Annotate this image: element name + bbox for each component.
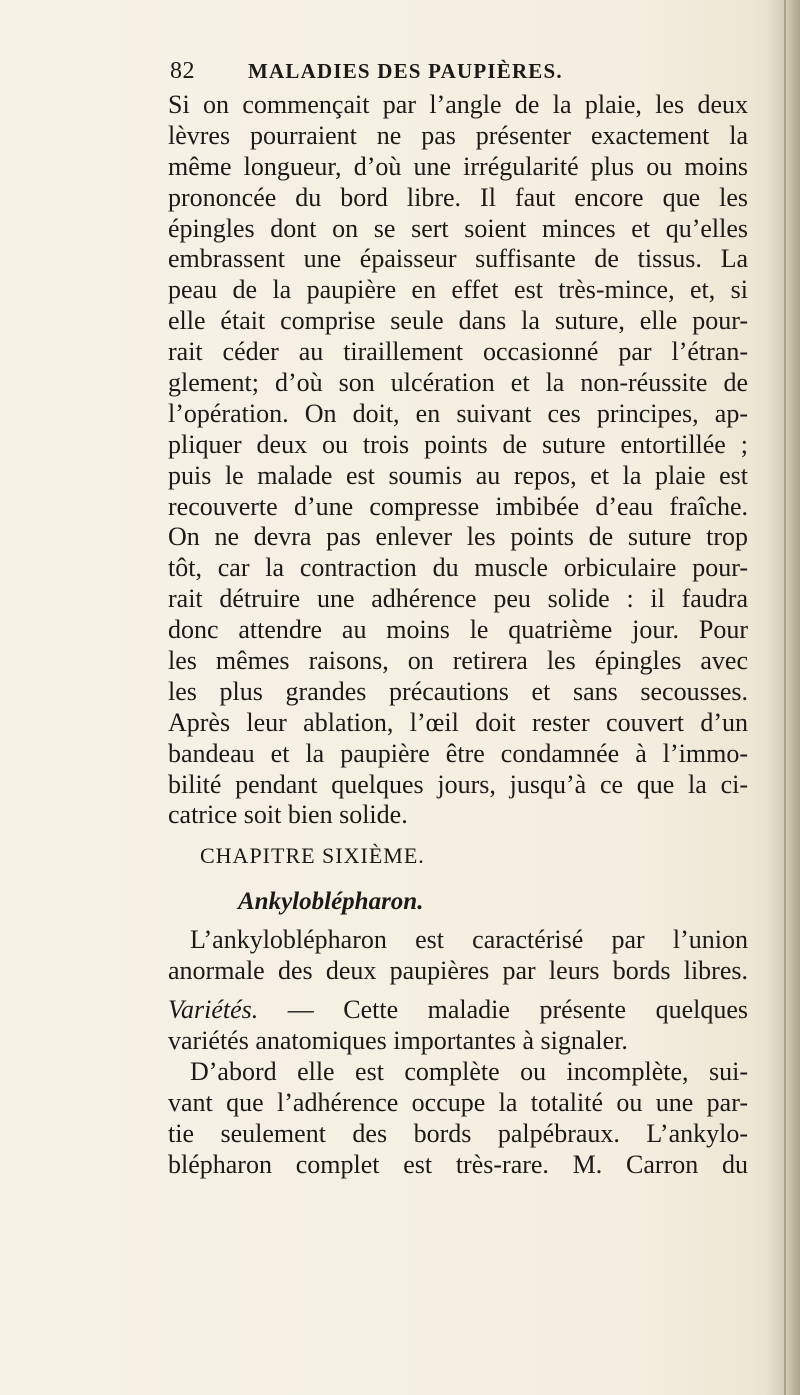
text-line: même longueur, d’où une irrégularité plus ou moins bbox=[168, 151, 748, 181]
section-title: Ankyloblépharon. bbox=[238, 888, 424, 916]
text-line: peau de la paupière en effet est très-mince, et, si bbox=[168, 275, 748, 305]
text-line: prononcée du bord libre. Il faut encore que les bbox=[168, 182, 748, 212]
page-edge-line bbox=[784, 0, 786, 1395]
running-title: MALADIES DES PAUPIÈRES. bbox=[248, 59, 563, 83]
text-line: D’abord elle est complète ou incomplète, sui- bbox=[190, 1056, 748, 1086]
text-line bbox=[168, 995, 748, 1026]
text-line: pliquer deux ou trois points de suture entortillée ; bbox=[168, 429, 748, 459]
text-line: rait détruire une adhérence peu solide : il faudra bbox=[168, 584, 748, 614]
text-line: bandeau et la paupière être condamnée à l’immo- bbox=[168, 738, 748, 768]
text-line: vant que l’adhérence occupe la totalité ou une par- bbox=[168, 1087, 748, 1117]
body-text bbox=[168, 90, 748, 1181]
text-line: tie seulement des bords palpébraux. L’ankylo- bbox=[168, 1118, 748, 1148]
text-line: lèvres pourraient ne pas présenter exactement la bbox=[168, 120, 748, 150]
text-line: elle était comprise seule dans la suture, elle pour- bbox=[168, 306, 748, 336]
text-line: donc attendre au moins le quatrième jour. Pour bbox=[168, 615, 748, 645]
text-line: Si on commençait par l’angle de la plaie, les deux bbox=[168, 90, 748, 119]
text-line: glement; d’où son ulcération et la non-réussite de bbox=[168, 368, 748, 398]
text-line: les plus grandes précautions et sans secousses. bbox=[168, 676, 748, 706]
text-line: épingles dont on se sert soient minces et qu’elles bbox=[168, 213, 748, 243]
text-line: bilité pendant quelques jours, jusqu’à ce que la ci- bbox=[168, 769, 748, 799]
text-line: L’ankyloblépharon est caractérisé par l’union bbox=[190, 925, 748, 955]
text-line: anormale des deux paupières par leurs bords libres. bbox=[168, 956, 748, 986]
text-line: puis le malade est soumis au repos, et la plaie est bbox=[168, 460, 748, 490]
text-line: Après leur ablation, l’œil doit rester couvert d’un bbox=[168, 707, 748, 737]
text-line: rait céder au tiraillement occasionné par l’étran- bbox=[168, 337, 748, 367]
page-edge-shadow bbox=[766, 0, 800, 1395]
text-line: On ne devra pas enlever les points de suture trop bbox=[168, 522, 748, 552]
text-line: embrassent une épaisseur suffisante de tissus. La bbox=[168, 244, 748, 274]
paragraph-gap bbox=[168, 987, 748, 995]
varietes-lead: Variétés. bbox=[168, 995, 259, 1025]
page-header bbox=[170, 58, 670, 88]
page-number: 82 bbox=[170, 58, 195, 84]
text-line: variétés anatomiques importantes à signaler. bbox=[168, 1026, 628, 1056]
text-line: tôt, car la contraction du muscle orbiculaire pour- bbox=[168, 553, 748, 583]
text-line: les mêmes raisons, on retirera les épingles avec bbox=[168, 646, 748, 676]
text-line: recouverte d’une compresse imbibée d’eau fraîche. bbox=[168, 491, 748, 521]
text-line: catrice soit bien solide. bbox=[168, 800, 408, 830]
text-line: blépharon complet est très-rare. M. Carron du bbox=[168, 1149, 748, 1179]
text-line: l’opération. On doit, en suivant ces principes, ap- bbox=[168, 398, 748, 428]
chapter-heading: CHAPITRE SIXIÈME. bbox=[200, 843, 425, 869]
varietes-rest: — Cette maladie présente quelques bbox=[258, 995, 748, 1025]
